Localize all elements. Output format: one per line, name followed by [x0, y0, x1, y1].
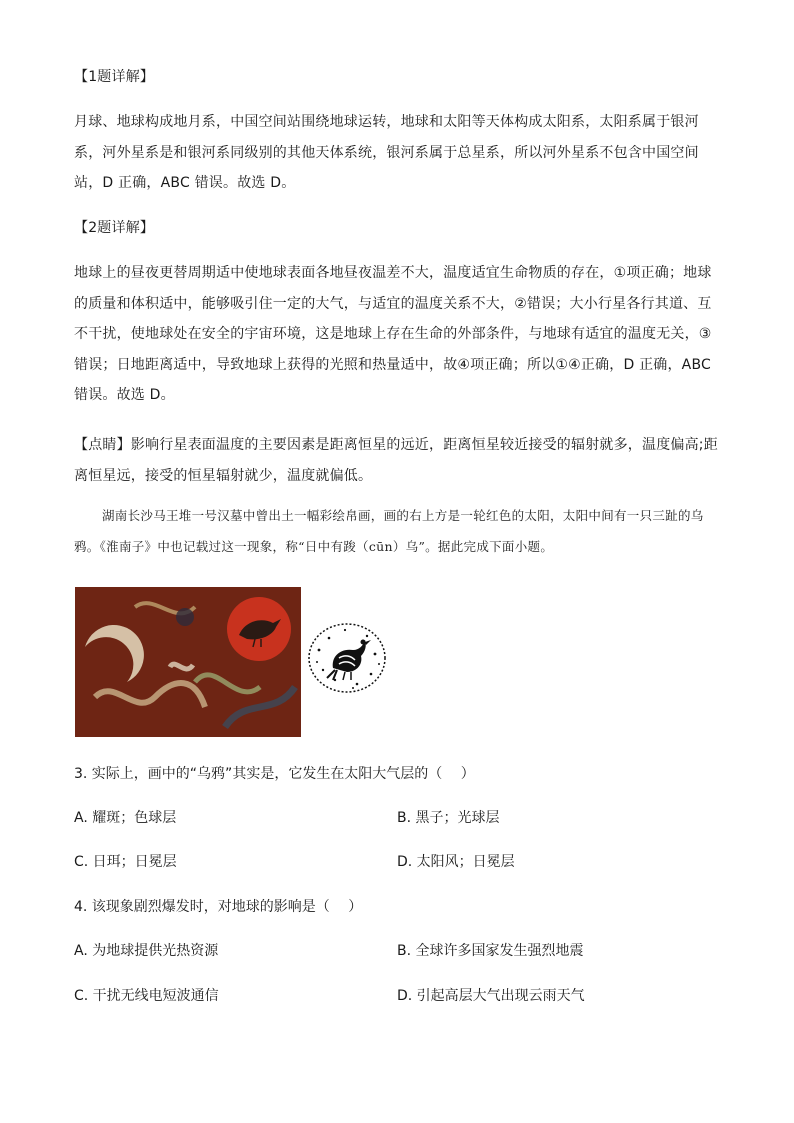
question-3-option-c[interactable]: C. 日珥；日冕层 — [74, 854, 177, 870]
q2-detail-body: 地球上的昼夜更替周期适中使地球表面各地昼夜温差不大，温度适宜生命物质的存在，①项正确；地球的质量和体积适中，能够吸引住一定的大气，与适宜的温度关系不大，②错误；大小行星各行其道、互不干扰，使地球处在安全的宇宙环境，这是地球上存在生命的外部条件，与地球有适宜的温度无关，③错误；日地距离适中，导致地球上获得的光照和热量适中，故④项正确；所以①④正确，D 正确，ABC 错误。故选 D。 — [74, 265, 716, 403]
question-3-option-d[interactable]: D. 太阳风；日冕层 — [397, 854, 515, 870]
q1-detail-body: 月球、地球构成地月系，中国空间站围绕地球运转，地球和太阳等天体构成太阳系，太阳系属于银河系，河外星系是和银河系同级别的其他天体系统，银河系属于总星系，所以河外星系不包含中国空间站，D 正确，ABC 错误。故选 D。 — [74, 114, 699, 191]
question-3-option-a[interactable]: A. 耀斑；色球层 — [74, 810, 177, 826]
question-4-option-b[interactable]: B. 全球许多国家发生强烈地震 — [397, 943, 584, 959]
question-3-stem: 3. 实际上，画中的“乌鸦”其实是，它发生在太阳大气层的（ ） — [74, 766, 475, 782]
question-4-stem: 4. 该现象剧烈爆发时，对地球的影响是（ ） — [74, 899, 363, 915]
question-3-option-b[interactable]: B. 黑子；光球层 — [397, 810, 500, 826]
q2-detail-heading: 【2题详解】 — [74, 220, 155, 236]
question-4-option-c[interactable]: C. 干扰无线电短波通信 — [74, 988, 219, 1004]
reading-passage: 湖南长沙马王堆一号汉墓中曾出土一幅彩绘帛画，画的右上方是一轮红色的太阳，太阳中间有一只三趾的乌鸦。《淮南子》中也记载过这一现象，称“日中有踆（cūn）乌”。据此完成下面小题。 — [74, 508, 704, 554]
sun-crow-seal-image — [305, 620, 389, 696]
tip-body: 【点睛】影响行星表面温度的主要因素是距离恒星的远近，距离恒星较近接受的辐射就多，温度偏高;距离恒星远，接受的恒星辐射就少，温度就偏低。 — [74, 437, 718, 484]
question-4-option-a[interactable]: A. 为地球提供光热资源 — [74, 943, 219, 959]
q1-detail-heading: 【1题详解】 — [74, 69, 155, 85]
silk-painting-image — [75, 587, 301, 737]
question-4-option-d[interactable]: D. 引起高层大气出现云雨天气 — [397, 988, 585, 1004]
